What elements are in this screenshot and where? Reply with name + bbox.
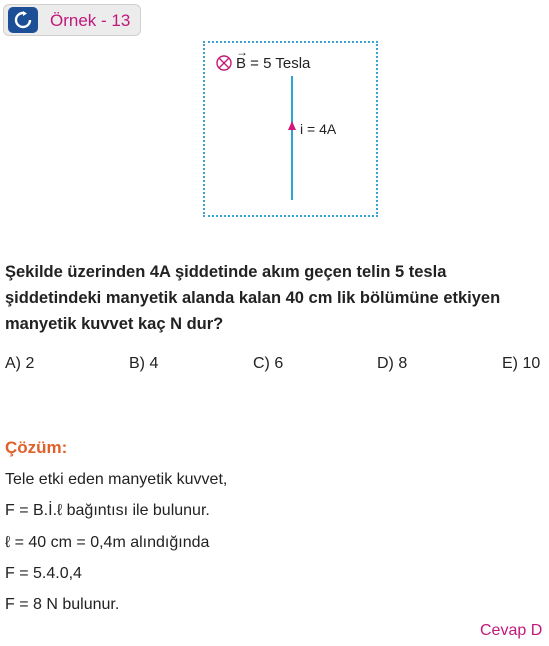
answer-label: Cevap D bbox=[480, 622, 543, 639]
option-c: C) 6 bbox=[253, 355, 284, 372]
solution-line-1: Tele etki eden manyetik kuvvet, bbox=[5, 471, 228, 488]
field-value: = 5 Tesla bbox=[246, 55, 311, 72]
field-vector: → B bbox=[236, 55, 246, 72]
wire bbox=[291, 76, 293, 200]
solution-line-3: ℓ = 40 cm = 0,4m alındığında bbox=[5, 534, 210, 551]
refresh-circle-icon bbox=[8, 7, 38, 33]
current-label: i = 4A bbox=[300, 121, 337, 137]
option-b: B) 4 bbox=[129, 355, 159, 372]
option-e: E) 10 bbox=[502, 355, 541, 372]
solution-title: Çözüm: bbox=[5, 438, 68, 457]
solution-line-2: F = B.İ.ℓ bağıntısı ile bulunur. bbox=[5, 502, 210, 519]
solution-line-4: F = 5.4.0,4 bbox=[5, 565, 82, 582]
field-into-page-icon bbox=[216, 55, 232, 71]
option-d: D) 8 bbox=[377, 355, 408, 372]
current-arrow-icon bbox=[288, 121, 296, 130]
example-title: Örnek - 13 bbox=[50, 11, 131, 30]
question-text: Şekilde üzerinden 4A şiddetinde akım geçen telin 5 tesla şiddetindeki manyetik alanda kalan 40 cm lik bölümüne etkiyen manyetik kuvvet kaç N dur? bbox=[5, 263, 501, 333]
solution-line-5: F = 8 N bulunur. bbox=[5, 596, 120, 613]
option-a: A) 2 bbox=[5, 355, 35, 372]
field-label bbox=[236, 55, 310, 72]
example-badge bbox=[3, 4, 141, 36]
